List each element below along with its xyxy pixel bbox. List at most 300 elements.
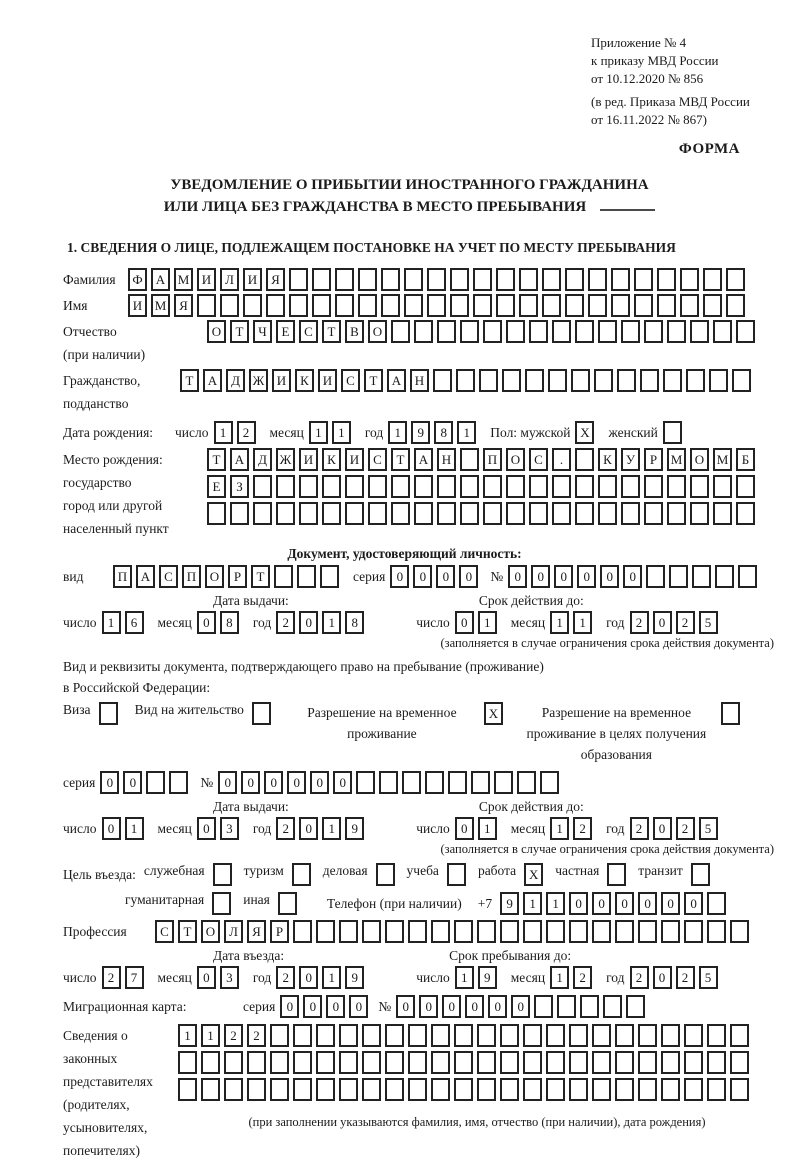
cell[interactable]: 0 [100,771,119,794]
cell[interactable] [404,294,423,317]
cell[interactable]: 0 [569,892,588,915]
cell[interactable]: З [230,475,249,498]
cell[interactable]: 0 [299,817,318,840]
cell[interactable] [381,294,400,317]
cell[interactable] [565,268,584,291]
cell[interactable]: 0 [310,771,329,794]
cell[interactable] [575,502,594,525]
cell[interactable] [657,268,676,291]
cell[interactable]: А [151,268,170,291]
cell[interactable] [496,294,515,317]
cell[interactable] [626,995,645,1018]
cell[interactable]: 0 [653,817,672,840]
cell[interactable]: 1 [214,421,233,444]
cell[interactable]: 0 [653,611,672,634]
cell[interactable] [358,268,377,291]
cell[interactable]: 3 [220,817,239,840]
cell[interactable]: 5 [699,817,718,840]
cell[interactable]: 1 [550,611,569,634]
cell[interactable] [293,1024,312,1047]
cell[interactable] [479,369,498,392]
cell[interactable] [276,502,295,525]
cell[interactable] [358,294,377,317]
cell[interactable]: 1 [322,611,341,634]
cell[interactable]: М [151,294,170,317]
cell[interactable]: А [230,448,249,471]
cell[interactable] [692,565,711,588]
cell[interactable]: А [414,448,433,471]
cell[interactable]: 5 [699,611,718,634]
cell[interactable] [703,268,722,291]
cell[interactable]: 0 [653,966,672,989]
cell[interactable] [477,1024,496,1047]
cell[interactable] [414,502,433,525]
cell[interactable] [197,294,216,317]
cell[interactable]: Д [253,448,272,471]
cell[interactable] [146,771,165,794]
cell[interactable] [456,369,475,392]
cell[interactable]: О [690,448,709,471]
cell[interactable]: Р [270,920,289,943]
cell[interactable] [529,320,548,343]
cell[interactable]: 0 [531,565,550,588]
cell[interactable]: 0 [638,892,657,915]
cell[interactable] [201,1078,220,1101]
cell[interactable] [448,771,467,794]
cell[interactable] [575,320,594,343]
cell[interactable] [615,1051,634,1074]
cell[interactable]: К [295,369,314,392]
cell[interactable] [661,1024,680,1047]
cell[interactable] [450,294,469,317]
cell[interactable] [230,502,249,525]
cell[interactable]: Я [266,268,285,291]
cell[interactable]: 0 [349,995,368,1018]
cell[interactable] [483,502,502,525]
cell[interactable] [293,1078,312,1101]
cell[interactable] [437,320,456,343]
cell[interactable]: О [207,320,226,343]
cell[interactable]: 2 [237,421,256,444]
cell[interactable] [450,268,469,291]
cell[interactable] [408,1024,427,1047]
cell[interactable]: 0 [390,565,409,588]
cell[interactable] [447,863,466,886]
cell[interactable]: 1 [322,966,341,989]
cell[interactable] [615,920,634,943]
cell[interactable] [663,421,682,444]
cell[interactable]: X [484,702,503,725]
cell[interactable] [594,369,613,392]
cell[interactable] [297,565,316,588]
cell[interactable] [431,1024,450,1047]
cell[interactable] [471,771,490,794]
cell[interactable] [483,320,502,343]
cell[interactable]: 1 [309,421,328,444]
cell[interactable] [437,475,456,498]
cell[interactable] [661,1078,680,1101]
cell[interactable] [690,475,709,498]
cell[interactable] [730,1051,749,1074]
cell[interactable] [691,863,710,886]
cell[interactable] [713,475,732,498]
cell[interactable] [368,475,387,498]
cell[interactable]: А [136,565,155,588]
cell[interactable] [339,920,358,943]
cell[interactable] [339,1051,358,1074]
cell[interactable] [732,369,751,392]
cell[interactable]: 0 [413,565,432,588]
cell[interactable] [345,502,364,525]
cell[interactable]: И [345,448,364,471]
cell[interactable]: К [598,448,617,471]
cell[interactable] [293,920,312,943]
cell[interactable] [523,1078,542,1101]
cell[interactable]: Т [391,448,410,471]
cell[interactable] [598,475,617,498]
cell[interactable] [270,1078,289,1101]
cell[interactable]: 2 [276,966,295,989]
cell[interactable] [661,920,680,943]
cell[interactable] [473,294,492,317]
cell[interactable] [546,920,565,943]
cell[interactable]: 2 [102,966,121,989]
cell[interactable]: 1 [550,817,569,840]
cell[interactable] [220,294,239,317]
cell[interactable]: 1 [550,966,569,989]
cell[interactable]: 1 [478,611,497,634]
cell[interactable]: Р [228,565,247,588]
cell[interactable]: 7 [125,966,144,989]
cell[interactable] [243,294,262,317]
cell[interactable]: 0 [459,565,478,588]
cell[interactable] [266,294,285,317]
cell[interactable] [496,268,515,291]
cell[interactable] [477,1051,496,1074]
cell[interactable] [523,1051,542,1074]
cell[interactable]: 9 [345,966,364,989]
cell[interactable] [408,920,427,943]
cell[interactable]: 2 [224,1024,243,1047]
cell[interactable] [571,369,590,392]
cell[interactable] [460,502,479,525]
cell[interactable] [506,475,525,498]
cell[interactable]: 8 [345,611,364,634]
cell[interactable]: Л [224,920,243,943]
cell[interactable] [684,1078,703,1101]
cell[interactable] [569,1078,588,1101]
cell[interactable]: О [368,320,387,343]
cell[interactable] [542,294,561,317]
cell[interactable] [316,920,335,943]
cell[interactable] [598,502,617,525]
cell[interactable]: Л [220,268,239,291]
cell[interactable]: 9 [411,421,430,444]
cell[interactable] [621,475,640,498]
cell[interactable] [473,268,492,291]
cell[interactable] [252,702,271,725]
cell[interactable] [381,268,400,291]
cell[interactable] [385,1024,404,1047]
cell[interactable]: 2 [630,611,649,634]
cell[interactable] [213,863,232,886]
cell[interactable]: 0 [488,995,507,1018]
cell[interactable] [552,502,571,525]
cell[interactable] [690,320,709,343]
cell[interactable]: О [506,448,525,471]
cell[interactable]: 0 [303,995,322,1018]
cell[interactable]: 0 [661,892,680,915]
cell[interactable] [575,475,594,498]
cell[interactable]: П [483,448,502,471]
cell[interactable]: 0 [280,995,299,1018]
cell[interactable] [552,475,571,498]
cell[interactable] [686,369,705,392]
cell[interactable]: 0 [511,995,530,1018]
cell[interactable] [454,1024,473,1047]
cell[interactable]: В [345,320,364,343]
cell[interactable] [494,771,513,794]
cell[interactable] [646,565,665,588]
cell[interactable] [638,920,657,943]
cell[interactable] [640,369,659,392]
cell[interactable]: 6 [125,611,144,634]
cell[interactable] [726,268,745,291]
cell[interactable] [588,268,607,291]
cell[interactable] [638,1024,657,1047]
cell[interactable] [339,1078,358,1101]
cell[interactable] [506,320,525,343]
cell[interactable]: 9 [500,892,519,915]
cell[interactable]: С [529,448,548,471]
cell[interactable]: 1 [322,817,341,840]
cell[interactable] [454,1078,473,1101]
cell[interactable]: 2 [630,966,649,989]
cell[interactable] [592,1024,611,1047]
cell[interactable] [644,320,663,343]
cell[interactable] [621,502,640,525]
cell[interactable]: 0 [326,995,345,1018]
cell[interactable]: И [318,369,337,392]
cell[interactable]: М [713,448,732,471]
cell[interactable]: О [201,920,220,943]
cell[interactable] [713,320,732,343]
cell[interactable] [569,920,588,943]
cell[interactable] [634,268,653,291]
cell[interactable]: 1 [546,892,565,915]
cell[interactable] [598,320,617,343]
cell[interactable] [592,1078,611,1101]
cell[interactable] [529,502,548,525]
cell[interactable] [638,1051,657,1074]
cell[interactable] [408,1051,427,1074]
cell[interactable] [730,1078,749,1101]
cell[interactable] [253,475,272,498]
cell[interactable] [404,268,423,291]
cell[interactable]: А [387,369,406,392]
cell[interactable] [552,320,571,343]
cell[interactable] [709,369,728,392]
cell[interactable] [519,294,538,317]
cell[interactable] [634,294,653,317]
cell[interactable] [345,475,364,498]
cell[interactable] [500,1078,519,1101]
cell[interactable]: 0 [197,966,216,989]
cell[interactable] [339,1024,358,1047]
cell[interactable]: 3 [220,966,239,989]
cell[interactable]: 0 [102,817,121,840]
cell[interactable] [611,294,630,317]
cell[interactable]: 1 [455,966,474,989]
cell[interactable]: С [155,920,174,943]
cell[interactable]: 0 [396,995,415,1018]
cell[interactable] [368,502,387,525]
cell[interactable] [376,863,395,886]
cell[interactable] [253,502,272,525]
cell[interactable]: 9 [478,966,497,989]
cell[interactable] [500,1024,519,1047]
cell[interactable] [736,475,755,498]
cell[interactable] [680,294,699,317]
cell[interactable] [690,502,709,525]
cell[interactable] [178,1051,197,1074]
cell[interactable] [575,448,594,471]
cell[interactable]: 0 [436,565,455,588]
cell[interactable]: 1 [178,1024,197,1047]
cell[interactable] [391,475,410,498]
cell[interactable]: 0 [419,995,438,1018]
cell[interactable]: П [113,565,132,588]
cell[interactable]: С [299,320,318,343]
cell[interactable] [312,294,331,317]
cell[interactable] [293,1051,312,1074]
cell[interactable]: 1 [523,892,542,915]
cell[interactable] [680,268,699,291]
cell[interactable] [460,475,479,498]
cell[interactable] [548,369,567,392]
cell[interactable] [506,502,525,525]
cell[interactable] [730,920,749,943]
cell[interactable] [289,268,308,291]
cell[interactable]: 0 [592,892,611,915]
cell[interactable] [270,1051,289,1074]
cell[interactable] [460,320,479,343]
cell[interactable]: Н [410,369,429,392]
cell[interactable] [477,920,496,943]
cell[interactable]: Т [207,448,226,471]
cell[interactable] [402,771,421,794]
cell[interactable] [592,1051,611,1074]
cell[interactable] [289,294,308,317]
cell[interactable] [385,1051,404,1074]
cell[interactable]: 2 [276,611,295,634]
cell[interactable] [500,1051,519,1074]
cell[interactable]: Т [364,369,383,392]
cell[interactable] [523,1024,542,1047]
cell[interactable] [224,1078,243,1101]
cell[interactable]: 8 [220,611,239,634]
cell[interactable]: 2 [676,817,695,840]
cell[interactable] [707,1051,726,1074]
cell[interactable]: 0 [554,565,573,588]
cell[interactable]: 2 [676,966,695,989]
cell[interactable]: С [341,369,360,392]
cell[interactable]: 0 [123,771,142,794]
cell[interactable]: 2 [573,966,592,989]
cell[interactable]: Т [230,320,249,343]
cell[interactable]: Д [226,369,245,392]
cell[interactable]: 1 [573,611,592,634]
cell[interactable]: И [128,294,147,317]
cell[interactable] [454,920,473,943]
cell[interactable] [736,502,755,525]
cell[interactable] [483,475,502,498]
cell[interactable] [565,294,584,317]
cell[interactable] [657,294,676,317]
cell[interactable]: О [205,565,224,588]
cell[interactable]: К [322,448,341,471]
cell[interactable]: А [203,369,222,392]
cell[interactable] [707,892,726,915]
cell[interactable] [431,1078,450,1101]
cell[interactable]: 9 [345,817,364,840]
cell[interactable] [667,320,686,343]
cell[interactable] [178,1078,197,1101]
cell[interactable] [569,1051,588,1074]
cell[interactable] [667,475,686,498]
cell[interactable] [276,475,295,498]
cell[interactable]: 2 [630,817,649,840]
cell[interactable] [379,771,398,794]
cell[interactable]: 0 [241,771,260,794]
cell[interactable] [615,1078,634,1101]
cell[interactable] [592,920,611,943]
cell[interactable] [684,1024,703,1047]
cell[interactable]: У [621,448,640,471]
cell[interactable]: 0 [333,771,352,794]
cell[interactable] [615,1024,634,1047]
cell[interactable]: И [197,268,216,291]
cell[interactable]: Я [247,920,266,943]
cell[interactable] [713,502,732,525]
cell[interactable] [292,863,311,886]
cell[interactable] [385,920,404,943]
cell[interactable] [721,702,740,725]
cell[interactable] [519,268,538,291]
cell[interactable]: П [182,565,201,588]
cell[interactable] [534,995,553,1018]
cell[interactable]: 2 [247,1024,266,1047]
cell[interactable] [408,1078,427,1101]
cell[interactable] [546,1078,565,1101]
cell[interactable] [460,448,479,471]
cell[interactable]: И [272,369,291,392]
cell[interactable] [99,702,118,725]
cell[interactable]: 0 [287,771,306,794]
cell[interactable]: Р [644,448,663,471]
cell[interactable] [322,475,341,498]
cell[interactable] [525,369,544,392]
cell[interactable] [667,502,686,525]
cell[interactable] [414,320,433,343]
cell[interactable] [431,920,450,943]
cell[interactable] [477,1078,496,1101]
cell[interactable]: 8 [434,421,453,444]
cell[interactable] [663,369,682,392]
cell[interactable] [391,502,410,525]
cell[interactable]: Ж [276,448,295,471]
cell[interactable]: Е [207,475,226,498]
